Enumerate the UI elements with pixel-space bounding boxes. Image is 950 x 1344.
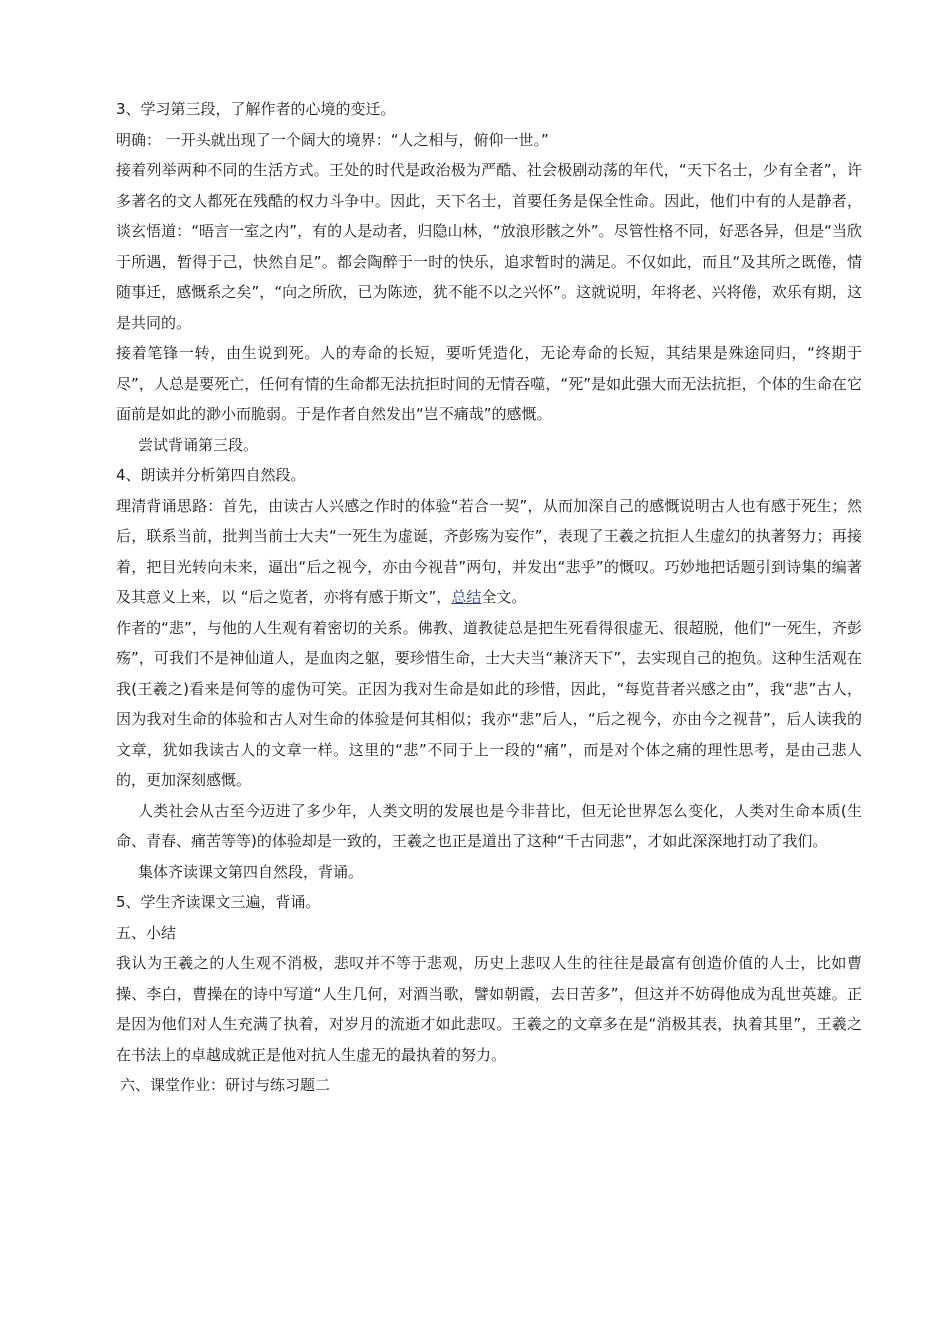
paragraph-human-society: 人类社会从古至今迈进了多少年，人类文明的发展也是今非昔比，但无论世界怎么变化，人类对生命本质(生命、青春、痛苦等等)的体验却是一致的，王羲之也正是道出了这种“千古同悲”，才如此深深地打动了我们。 — [116, 801, 862, 850]
paragraph-clarify: 明确： 一开头就出现了一个阔大的境界：“人之相与，俯仰一世。” — [116, 130, 549, 149]
recite-outline-end: 全文。 — [481, 588, 527, 606]
section-heading-3: 3、学习第三段，了解作者的心境的变迁。 — [116, 100, 396, 118]
recite-outline-text: 理清背诵思路：首先，由读古人兴感之作时的体验“若合一契”，从而加深自己的感慨说明古人也有感于死生；然后，联系当前，批判当前士大夫“一死生为虚诞，齐彭殇为妄作”，表现了王羲之抗拒人生虚幻的执著努力；再接着，把目光转向未来，逼出“后之视今，亦由今视昔”两句，并发出“悲乎”的慨叹。巧妙地把话题引到诗集的编著及其意义上来，以 “后之览者，亦将有感于斯文”， — [116, 496, 862, 606]
paragraph-author-sorrow: 作者的“悲”，与他的人生观有着密切的关系。佛教、道教徒总是把生死看得很虚无、很超脱，他们“一死生，齐彭殇”，可我们不是神仙道人，是血肉之躯，要珍惜生命，士大夫当“兼济天下”，去实现自己的抱负。这种生活观在我(王羲之)看来是何等的虚伪可笑。正因为我对生命是如此的珍惜，因此，“每览昔者兴感之由”，我“悲”古人，因为我对生命的体验和古人对生命的体验是何其相似；我亦“悲”后人，“后之视今，亦由今之视昔”，后人读我的文章，犹如我读古人的文章一样。这里的“悲”不同于上一段的“痛”，而是对个体之痛的理性思考，是由己悲人的，更加深刻感慨。 — [116, 618, 862, 789]
paragraph-summary: 我认为王羲之的人生观不消极，悲叹并不等于悲观，历史上悲叹人生的往往是最富有创造价值的人士，比如曹操、李白，曹操在的诗中写道“人生几何，对酒当歌，譬如朝霞，去日苦多”，但这并不妨碍他成为乱世英雄。正是因为他们对人生充满了执着，对岁月的流逝才如此悲叹。王羲之的文章多在是“消极其表，执着其里”，王羲之在书法上的卓越成就正是他对抗人生虚无的最执着的努力。 — [116, 954, 862, 1064]
paragraph-recite-3: 尝试背诵第三段。 — [138, 435, 259, 454]
section-summary-title: 五、小结 — [116, 923, 177, 942]
summary-link[interactable]: 总结 — [451, 588, 482, 606]
paragraph-group-reading: 集体齐读课文第四自然段，背诵。 — [138, 862, 364, 881]
section-heading-4: 4、朗读并分析第四自然段。 — [116, 466, 306, 484]
paragraph-recite-outline — [116, 491, 862, 613]
document-body — [116, 94, 862, 1101]
paragraph-life-death: 接着笔锋一转，由生说到死。人的寿命的长短，要听凭造化，无论寿命的长短，其结果是殊途同归，“终期于尽”，人总是要死亡，任何有情的生命都无法抗拒时间的无情吞噬，“死”是如此强大而无法抗拒，个体的生命在它面前是如此的渺小而脆弱。于是作者自然发出“岂不痛哉”的感慨。 — [116, 344, 862, 423]
paragraph-lifestyles: 接着列举两种不同的生活方式。王处的时代是政治极为严酷、社会极剧动荡的年代，“天下名士，少有全者”，许多著名的文人都死在残酷的权力斗争中。因此，天下名士，首要任务是保全性命。因此，他们中有的人是静者，谈玄悟道：“晤言一室之内”，有的人是动者，归隐山林，“放浪形骸之外”。尽管性格不同，好恶各异，但是“当欣于所遇，暂得于己，快然自足”。都会陶醉于一时的快乐，追求暂时的满足。不仅如此，而且“及其所之既倦，情随事迁，感慨系之矣”，“向之所欣，已为陈迹，犹不能不以之兴怀”。这就说明，年将老、兴将倦，欢乐有期，这是共同的。 — [116, 161, 862, 332]
section-homework-title: 六、课堂作业：研讨与练习题二 — [120, 1076, 331, 1094]
section-heading-5: 5、学生齐读课文三遍，背诵。 — [116, 893, 321, 911]
